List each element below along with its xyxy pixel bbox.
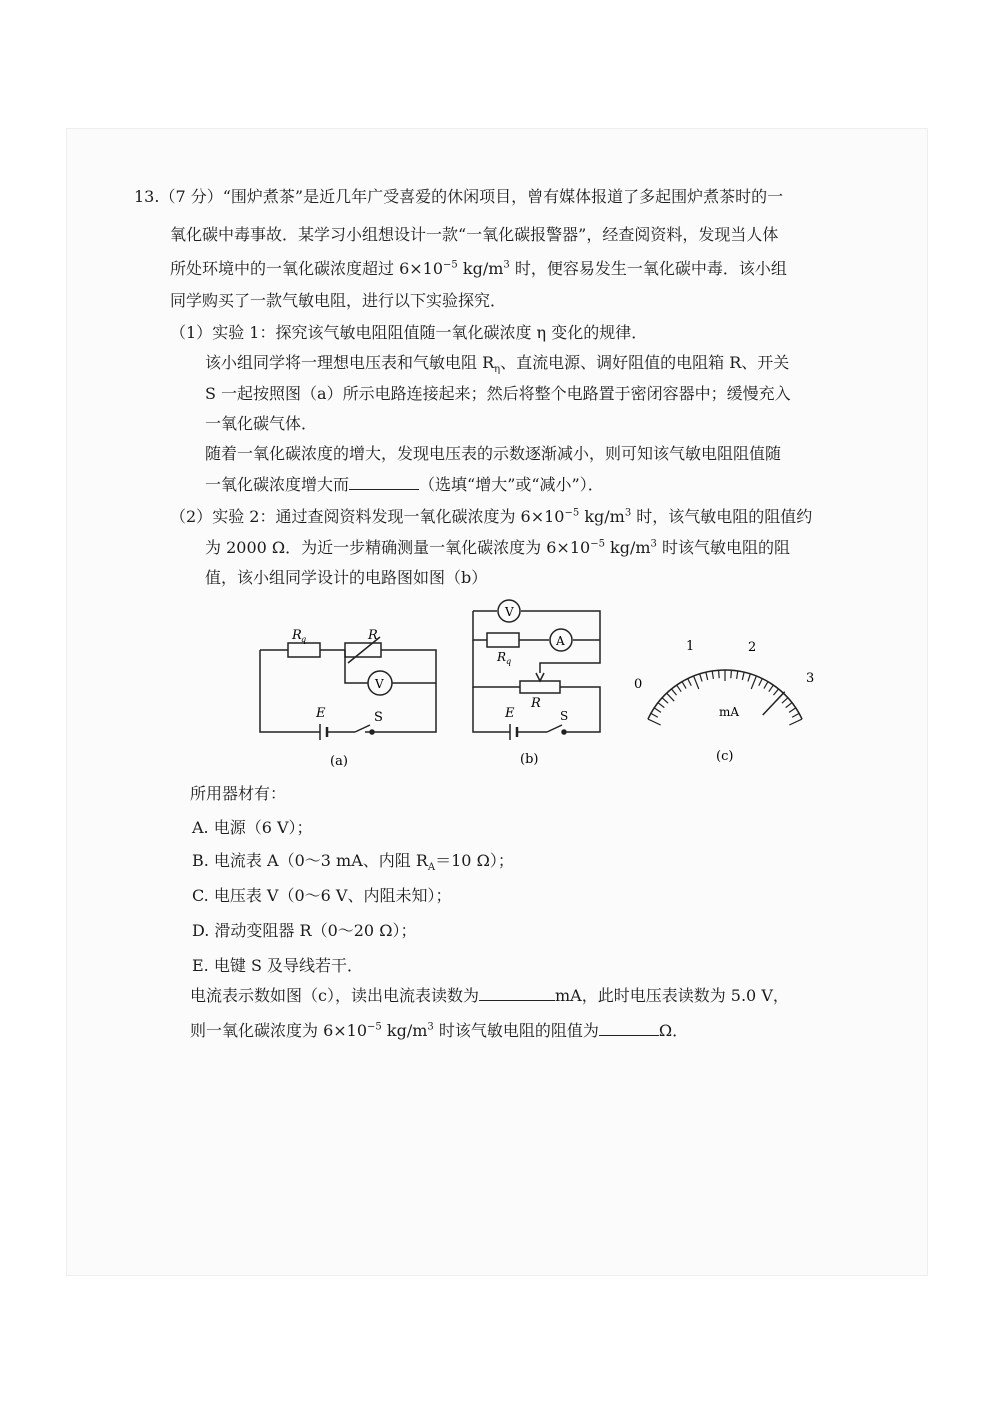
fig-b-caption: (b) (520, 752, 539, 767)
question-intro-4: 同学购买了一款气敏电阻，进行以下实验探究． (170, 291, 507, 310)
fig-b-r-label: R (531, 696, 541, 711)
fig-c-caption: (c) (716, 749, 734, 764)
intro-3-unit-exponent: 3 (503, 259, 510, 271)
dial-tick (712, 671, 713, 679)
part2-l2-a: 为 2000 Ω．为近一步精确测量一氧化碳浓度为 6×10 (205, 538, 591, 557)
equipment-heading: 所用器材有： (190, 784, 287, 803)
fig-b-rq-label: R (497, 650, 507, 664)
dial-tick-label-0: 0 (634, 677, 643, 692)
dial-tick (719, 670, 720, 678)
fig-b-e-label: E (505, 706, 515, 721)
dial-tick (731, 670, 732, 678)
final-l2-m: 3 (427, 1021, 434, 1033)
part2-l2-exp: −5 (590, 538, 605, 550)
fig-a-s-label: S (374, 710, 383, 725)
ammeter-dial-c (620, 630, 830, 770)
dial-tick (651, 713, 658, 717)
part2-l1-exp: −5 (564, 507, 580, 519)
switch-symbol (547, 725, 562, 732)
part1-para-2: S 一起按照图（a）所示电路连接起来；然后将整个电路置于密闭容器中；缓慢充入 (205, 384, 791, 403)
final-l2-a: 则一氧化碳浓度为 6×10 (190, 1021, 368, 1040)
dial-tick (654, 708, 661, 712)
final-l2-exp: −5 (367, 1021, 382, 1033)
final-l2-b: kg/m (381, 1021, 428, 1040)
part1-p1-b: 、直流电源、调好阻值的电阻箱 R、开关 (500, 353, 790, 372)
intro-3-text: 所处环境中的一氧化碳浓度超过 6×10 (170, 259, 444, 278)
part2-line-3: 值，该小组同学设计的电路图如图（b） (205, 568, 488, 587)
part1-p1-sub: η (494, 364, 501, 376)
circuit-diagram-b (465, 595, 610, 770)
fig-a-caption: (a) (330, 754, 348, 769)
part1-p5-b: （选填“增大”或“减小”）． (419, 475, 604, 494)
fig-a-rq-label: R (292, 628, 302, 643)
part2-l1-b: kg/m (579, 507, 625, 526)
part1-p5-a: 一氧化碳浓度增大而 (205, 475, 350, 494)
fig-b-rq-sub: q (506, 657, 512, 666)
part2-label: （2） (170, 507, 213, 526)
final-l2-c: 时该气敏电阻的阻值为 (433, 1021, 599, 1040)
final-l2-unit: Ω． (658, 1021, 689, 1040)
answer-blank-1[interactable] (349, 489, 419, 490)
part2-line-2 (205, 537, 790, 559)
question-line-1 (134, 186, 783, 208)
dial-tick (792, 713, 799, 717)
dial-tick (667, 693, 675, 701)
dial-tick (648, 719, 661, 725)
dial-tick-label-2: 2 (748, 640, 757, 655)
equipment-item-a: A. 电源（6 V）； (192, 818, 313, 837)
part1-title: 实验 1：探究该气敏电阻阻值随一氧化碳浓度 η 变化的规律． (212, 323, 648, 342)
part1-para-3: 一氧化碳气体． (205, 414, 318, 433)
dial-tick (662, 698, 668, 703)
part1-para-5 (205, 474, 604, 496)
answer-blank-2[interactable] (479, 1000, 555, 1001)
dial-tick (737, 671, 738, 679)
question-number: 13. (134, 187, 160, 206)
intro-3-unit: kg/m (457, 259, 504, 278)
dial-tick (789, 719, 802, 725)
fig-b-v-label: V (505, 605, 514, 619)
part1-para-4: 随着一氧化碳浓度的增大，发现电压表的示数逐渐减小，则可知该气敏电阻阻值随 (205, 444, 782, 463)
intro-3-tail: 时，便容易发生一氧化碳中毒．该小组 (509, 259, 787, 278)
dial-tick (764, 682, 768, 689)
dial-tick-label-3: 3 (806, 671, 815, 686)
part1-title-line (170, 322, 647, 344)
part2-line-1 (170, 506, 812, 528)
part2-l2-m: 3 (650, 538, 657, 550)
part2-l2-c: 时该气敏电阻的阻 (656, 538, 791, 557)
equipment-item-c: C. 电压表 V（0～6 V、内阻未知）； (192, 886, 452, 905)
fig-a-v-label: V (375, 677, 384, 691)
final-l1-a: 电流表示数如图（c），读出电流表读数为 (190, 986, 479, 1005)
dial-tick (773, 689, 778, 695)
dial-tick (742, 672, 744, 680)
dial-tick (782, 698, 788, 703)
question-score: （7 分） (159, 187, 223, 206)
fig-b-s-label: S (560, 709, 569, 723)
fig-a-rq-sub: q (301, 635, 307, 644)
equipment-item-e: E. 电键 S 及导线若干． (192, 956, 363, 975)
equipment-b-b: ＝10 Ω）； (435, 851, 514, 870)
dial-tick (682, 682, 686, 689)
part2-l1-c: 时，该气敏电阻的阻值约 (631, 507, 813, 526)
part2-l2-b: kg/m (604, 538, 651, 557)
dial-tick (748, 674, 750, 682)
dial-tick (700, 674, 702, 682)
part2-l1-m: 3 (624, 507, 632, 519)
dial-tick (751, 676, 756, 689)
dial-tick (658, 703, 664, 708)
final-line-1 (190, 985, 789, 1007)
final-line-2 (190, 1020, 688, 1042)
part2-l1-a: 实验 2：通过查阅资料发现一氧化碳浓度为 6×10 (212, 507, 565, 526)
question-line-3 (170, 258, 787, 280)
equipment-item-b (192, 850, 514, 872)
question-intro-1: “围炉煮茶”是近几年广受喜爱的休闲项目，曾有媒体报道了多起围炉煮茶时的一 (222, 187, 784, 206)
dial-tick (759, 679, 763, 686)
dial-tick (677, 685, 682, 692)
dial-tick (672, 689, 677, 695)
dial-tick (786, 703, 792, 708)
equipment-b-sub: A (427, 862, 436, 874)
switch-symbol (355, 725, 370, 732)
rheostat-symbol (520, 681, 560, 693)
answer-blank-3[interactable] (599, 1035, 659, 1036)
resistor-rq-symbol (288, 643, 320, 657)
dial-tick (688, 679, 692, 686)
dial-tick (789, 708, 796, 712)
fig-b-a-label: A (556, 634, 565, 648)
dial-tick (694, 676, 699, 689)
equipment-b-a: B. 电流表 A（0～3 mA、内阻 R (192, 851, 428, 870)
dial-unit-label: mA (719, 705, 740, 719)
part1-para-1 (205, 352, 789, 374)
equipment-item-d: D. 滑动变阻器 R（0～20 Ω）； (192, 921, 417, 940)
circuit-diagram-a (250, 625, 445, 770)
fig-a-r-label: R (368, 628, 378, 643)
final-l1-b: mA，此时电压表读数为 5.0 V， (554, 986, 789, 1005)
resistor-rq-symbol (487, 633, 519, 647)
question-intro-2: 氧化碳中毒事故．某学习小组想设计一款“一氧化碳报警器”，经查阅资料，发现当人体 (170, 225, 779, 244)
fig-a-e-label: E (316, 706, 326, 721)
part1-label: （1） (170, 323, 213, 342)
dial-tick (706, 672, 708, 680)
dial-tick (769, 685, 774, 692)
intro-3-exponent: −5 (443, 259, 458, 271)
dial-tick-label-1: 1 (686, 639, 695, 654)
part1-p1-a: 该小组同学将一理想电压表和气敏电阻 R (205, 353, 495, 372)
